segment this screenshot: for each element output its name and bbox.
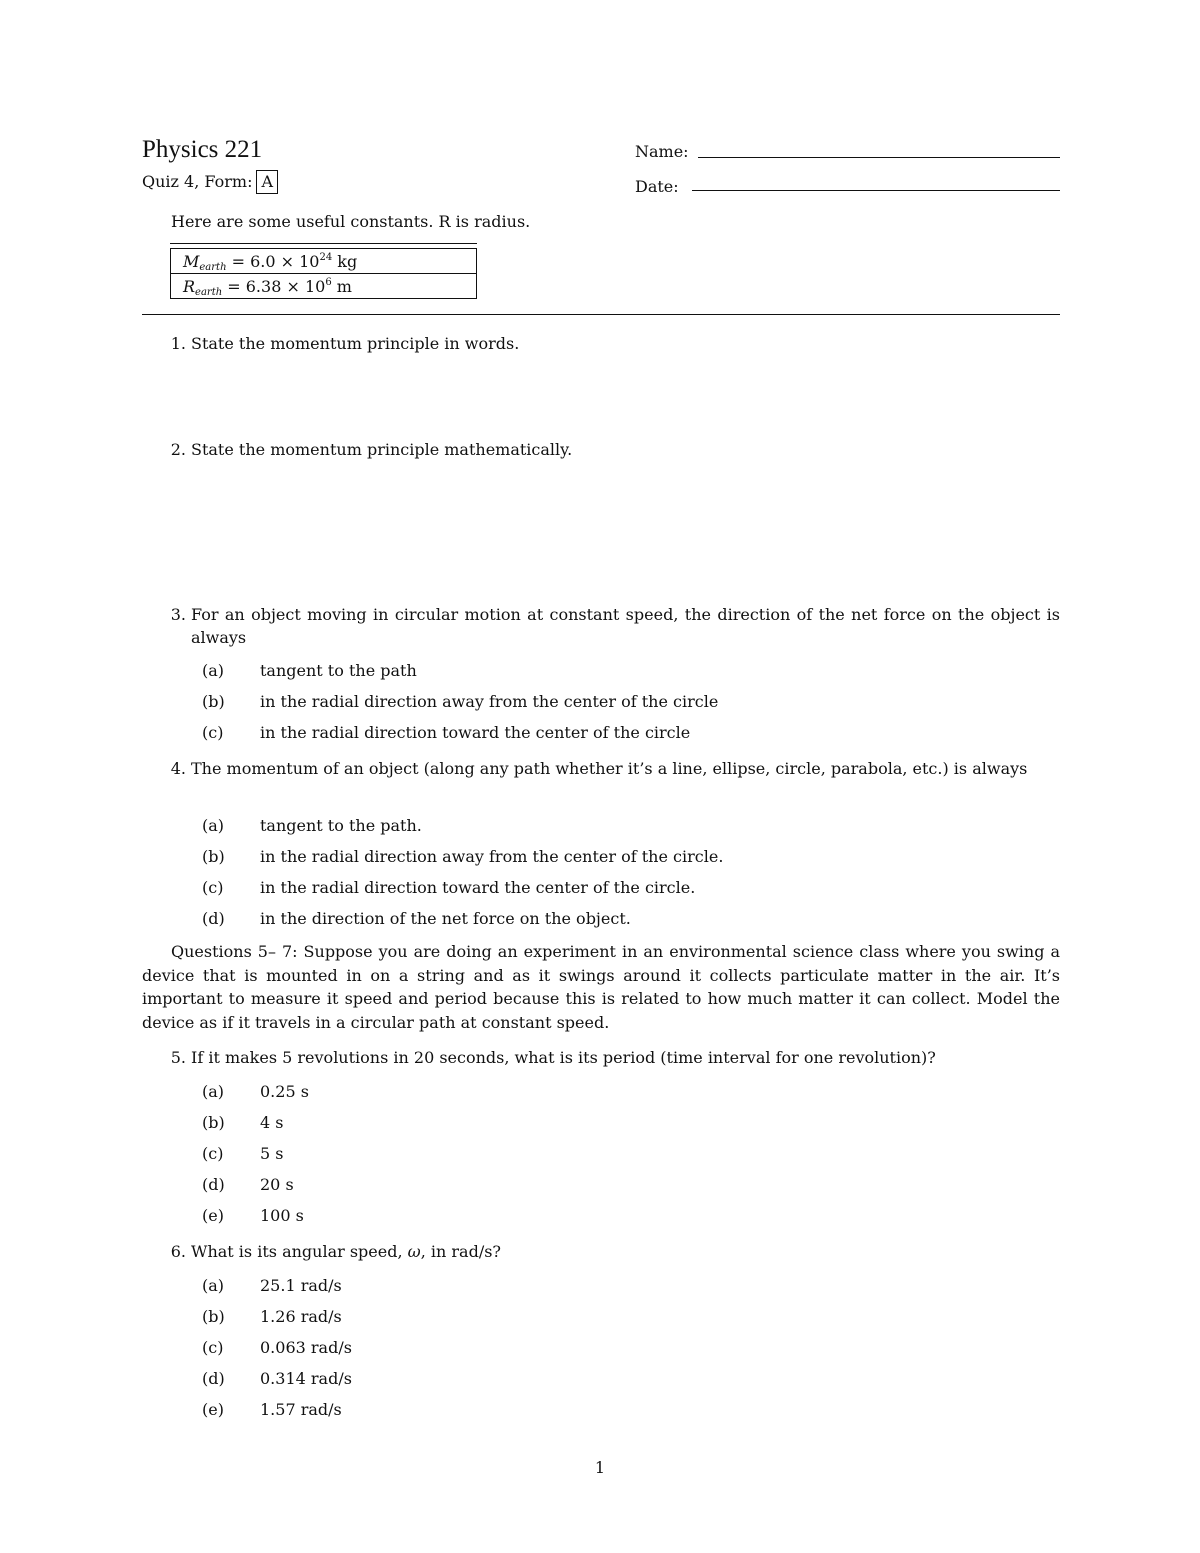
quiz-form-line — [142, 170, 278, 194]
option-5d[interactable]: (d) 20 s — [202, 1175, 294, 1194]
question-text: If it makes 5 revolutions in 20 seconds, what is its period (time interval for one revolution)? — [191, 1048, 936, 1067]
page-number: 1 — [594, 1458, 606, 1477]
option-3a[interactable]: (a) tangent to the path — [202, 661, 417, 680]
question-text: What is its angular speed, ω, in rad/s? — [191, 1242, 501, 1261]
option-6d[interactable]: (d) 0.314 rad/s — [202, 1369, 352, 1388]
option-6b[interactable]: (b) 1.26 rad/s — [202, 1307, 342, 1326]
constants-intro: Here are some useful constants. R is radius. — [171, 212, 531, 231]
option-4d[interactable]: (d) in the direction of the net force on the object. — [202, 909, 631, 928]
option-3b[interactable]: (b) in the radial direction away from the center of the circle — [202, 692, 719, 711]
constants-table — [170, 243, 477, 299]
name-label: Name: — [635, 142, 689, 161]
constant-mass: $M_{earth} = 6.0 \times 10^{24}$ kg — [171, 249, 477, 274]
course-title: Physics 221 — [142, 136, 263, 163]
quiz-label: Quiz 4, Form: — [142, 172, 253, 191]
date-field[interactable] — [692, 190, 1060, 191]
option-6c[interactable]: (c) 0.063 rad/s — [202, 1338, 352, 1357]
question-text: State the momentum principle in words. — [191, 334, 520, 353]
header-divider — [142, 314, 1060, 315]
question-2: 2. State the momentum principle mathematically. — [142, 438, 1060, 461]
option-4a[interactable]: (a) tangent to the path. — [202, 816, 422, 835]
question-text: The momentum of an object (along any path whether it’s a line, ellipse, circle, parabola, etc.) is always — [191, 759, 1028, 778]
option-6e[interactable]: (e) 1.57 rad/s — [202, 1400, 342, 1419]
option-5a[interactable]: (a) 0.25 s — [202, 1082, 309, 1101]
question-5: 5. If it makes 5 revolutions in 20 seconds, what is its period (time interval for one revolution)? — [142, 1046, 1060, 1069]
question-1: 1. State the momentum principle in words. — [142, 332, 1060, 355]
name-field[interactable] — [698, 157, 1060, 158]
option-5b[interactable]: (b) 4 s — [202, 1113, 284, 1132]
constant-radius: $R_{earth} = 6.38 \times 10^6$ m — [171, 274, 477, 299]
question-3: 3. For an object moving in circular motion at constant speed, the direction of the net force on the object is always — [170, 605, 1060, 647]
constant-row-radius — [171, 274, 477, 299]
question-text: For an object moving in circular motion at constant speed, the direction of the net force on the object is always — [191, 605, 1060, 647]
form-letter-box: A — [256, 170, 278, 194]
option-4c[interactable]: (c) in the radial direction toward the center of the circle. — [202, 878, 696, 897]
scenario-paragraph: Questions 5– 7: Suppose you are doing an experiment in an environmental science class where you swing a device that is mounted in on a string and as it swings around it collects particulate matter in the air. It’s important to measure it speed and period because this is related to how much matter it can collect. Model the device as if it travels in a circular path at constant speed. — [142, 942, 1060, 1032]
question-text: State the momentum principle mathematically. — [191, 440, 573, 459]
option-6a[interactable]: (a) 25.1 rad/s — [202, 1276, 342, 1295]
constant-row-mass — [171, 249, 477, 274]
option-3c[interactable]: (c) in the radial direction toward the center of the circle — [202, 723, 691, 742]
omega-symbol: ω — [407, 1242, 421, 1261]
question-6: 6. What is its angular speed, ω, in rad/s? — [142, 1240, 1060, 1263]
option-5e[interactable]: (e) 100 s — [202, 1206, 304, 1225]
option-5c[interactable]: (c) 5 s — [202, 1144, 284, 1163]
option-4b[interactable]: (b) in the radial direction away from the center of the circle. — [202, 847, 724, 866]
question-4: 4. The momentum of an object (along any path whether it’s a line, ellipse, circle, parabola, etc.) is always — [142, 757, 1060, 780]
date-label: Date: — [635, 177, 679, 196]
